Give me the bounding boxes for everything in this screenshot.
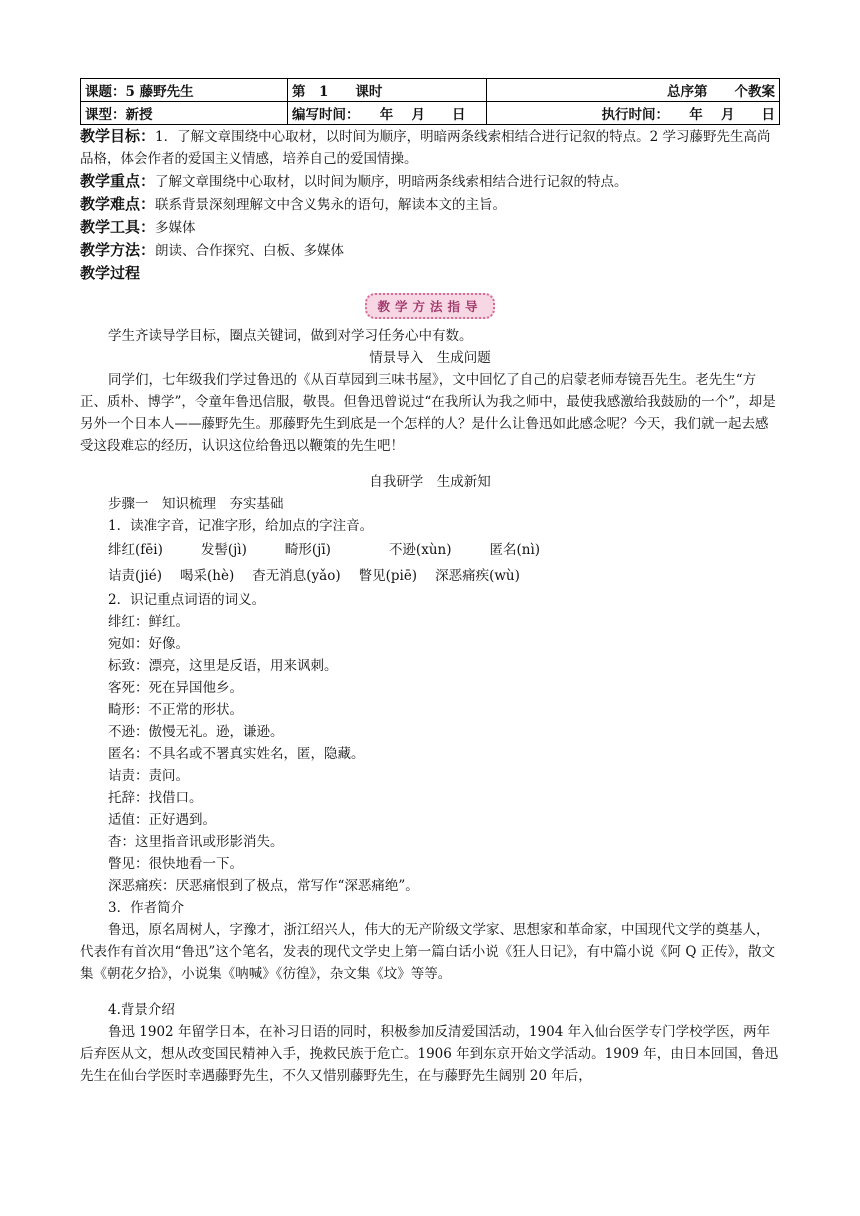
exec-date-cell: 执行时间： 年 月 日 <box>487 102 780 125</box>
step1-heading: 步骤一 知识梳理 夯实基础 <box>108 496 284 512</box>
definition-item: 适值：正好遇到。 <box>108 812 216 828</box>
word-item: 杳无消息(yǎo) <box>252 568 341 584</box>
word-item: 喝采(hè) <box>180 568 235 584</box>
word-item: 畸形(jī) <box>284 542 331 558</box>
method-guide-banner: 教学方法指导 <box>365 293 494 319</box>
lesson-period-cell: 第 1 课时 <box>288 79 487 102</box>
tools-text: 多媒体 <box>155 220 196 236</box>
definition-item: 标致：漂亮，这里是反语，用来讽刺。 <box>108 658 338 674</box>
section1-text: 同学们，七年级我们学过鲁迅的《从百草园到三味书屋》，文中回忆了自己的启蒙老师寿镜吾先生。老先生“方正、质朴、博学”，令童年鲁迅信服，敬畏。但鲁迅曾说过“在我所认为我之师中，最使我感激给我鼓励的一个”，却是另外一个日本人——藤野先生。那藤野先生到底是一个怎样的人？是什么让鲁迅如此感念呢？今天，我们就一起去感受这段难忘的经历，认识这位给鲁迅以鞭策的先生吧！ <box>80 372 776 454</box>
goal-text: 1．了解文章围绕中心取材，以时间为顺序，明暗两条线索相结合进行记叙的特点。2 学习藤野先生高尚品格，体会作者的爱国主义情感，培养自己的爱国情操。 <box>80 129 771 167</box>
section2-title: 自我研学 生成新知 <box>369 474 491 490</box>
author-text: 鲁迅，原名周树人，字豫才，浙江绍兴人，伟大的无产阶级文学家、思想家和革命家，中国现代文学的奠基人，代表作有首次用“鲁迅”这个笔名，发表的现代文学史上第一篇白话小说《狂人日记》，有中篇小说《阿 Q 正传》，散文集《朝花夕拾》，小说集《呐喊》《彷徨》，杂文集《坟》等等。 <box>80 922 775 982</box>
definition-item: 深恶痛疾：厌恶痛恨到了极点，常写作“深恶痛绝”。 <box>108 878 419 894</box>
teaching-tools <box>80 216 780 239</box>
header-table <box>80 78 780 125</box>
word-item: 诘责(jié) <box>108 568 163 584</box>
key-text: 了解文章围绕中心取材，以时间为顺序，明暗两条线索相结合进行记叙的特点。 <box>155 174 628 190</box>
intro-text: 学生齐读导学目标，圈点关键词，做到对学习任务心中有数。 <box>108 328 473 344</box>
q4-heading: 4.背景介绍 <box>108 1002 175 1018</box>
definition-item: 匿名：不具名或不署真实姓名，匿，隐藏。 <box>108 746 365 762</box>
pinyin-row-2 <box>80 563 780 589</box>
difficulty-text: 联系背景深刻理解文中含义隽永的语句，解读本文的主旨。 <box>155 197 507 213</box>
teaching-difficulty <box>80 193 780 216</box>
word-item: 绯红(fēi) <box>108 542 163 558</box>
lesson-plan-page <box>80 78 780 1087</box>
teaching-goal <box>80 125 780 170</box>
teaching-process <box>80 262 780 285</box>
definition-item: 瞥见：很快地看一下。 <box>108 856 243 872</box>
teaching-methods <box>80 239 780 262</box>
definition-item: 诘责：责问。 <box>108 768 189 784</box>
word-item: 发髻(jì) <box>200 542 247 558</box>
lesson-type-cell: 课型：新授 <box>81 102 288 125</box>
write-date-cell: 编写时间： 年 月 日 <box>288 102 487 125</box>
definition-item: 杳：这里指音讯或形影消失。 <box>108 834 284 850</box>
lesson-title-cell: 课题：5 藤野先生 <box>81 79 288 102</box>
word-item: 不逊(xùn) <box>388 542 452 558</box>
word-item: 匿名(nì) <box>489 542 541 558</box>
definition-item: 宛如：好像。 <box>108 636 189 652</box>
definition-item: 托辞：找借口。 <box>108 790 203 806</box>
teaching-key <box>80 170 780 193</box>
section1-title: 情景导入 生成问题 <box>369 350 491 366</box>
process-label: 教学过程 <box>80 264 141 282</box>
goal-label: 教学目标： <box>80 127 156 145</box>
tools-label: 教学工具： <box>80 218 156 236</box>
lesson-serial-cell: 总序第 个教案 <box>487 79 780 102</box>
definition-item: 不逊：傲慢无礼。逊，谦逊。 <box>108 724 284 740</box>
word-item: 瞥见(piē) <box>358 568 418 584</box>
q3-heading: 3．作者简介 <box>108 900 185 916</box>
methods-text: 朗读、合作探究、白板、多媒体 <box>155 243 345 259</box>
definition-list <box>80 611 780 897</box>
definition-item: 客死：死在异国他乡。 <box>108 680 243 696</box>
q2-heading: 2．识记重点词语的词义。 <box>108 592 266 608</box>
definition-item: 绯红：鲜红。 <box>108 614 189 630</box>
difficulty-label: 教学难点： <box>80 195 156 213</box>
q1-heading: 1．读准字音，记准字形，给加点的字注音。 <box>108 518 374 534</box>
pinyin-row-1 <box>80 537 780 563</box>
definition-item: 畸形：不正常的形状。 <box>108 702 243 718</box>
word-item: 深恶痛疾(wù) <box>435 568 520 584</box>
methods-label: 教学方法： <box>80 241 156 259</box>
key-label: 教学重点： <box>80 172 156 190</box>
background-text: 鲁迅 1902 年留学日本，在补习日语的同时，积极参加反清爱国活动，1904 年入仙台医学专门学校学医，两年后弃医从文，想从改变国民精神入手，挽救民族于危亡。1906 年到东京开始文学活动。1909 年，由日本回国，鲁迅先生在仙台学医时幸遇藤野先生，不久又惜别藤野先生，在与藤野先生阔别 20 年后， <box>80 1024 779 1084</box>
method-guide-banner-wrap <box>80 293 780 319</box>
